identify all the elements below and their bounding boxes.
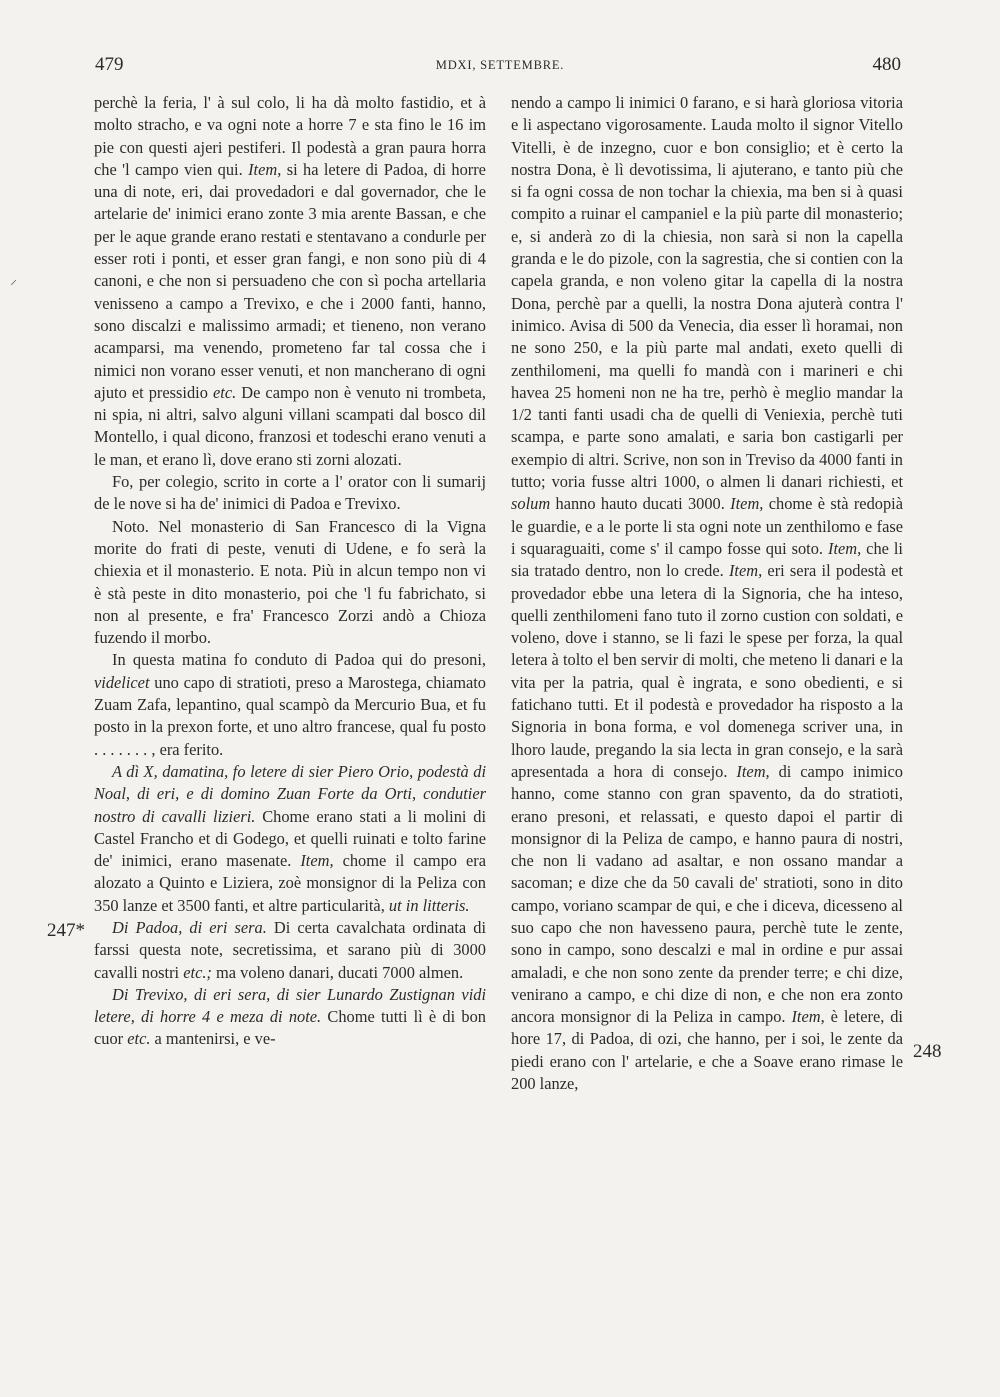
text-run-italic: etc. bbox=[212, 382, 237, 402]
text-run: tanti fanti usadi cha de quelli di Veniexia, perchè tuti scampa, e parte sono amalati, e saria bon castigarli per exempio di altri. Scrive, non son in Treviso da 4000 fanti in tutto; voria fusse altri 1000, o almen li danari richiesti, et bbox=[511, 405, 903, 492]
text-run: di campo inimico hanno, come stanno con gran spavento, da do stratioti, erano presoni, et relassati, e questo dapoi el partir di monsignor di la Peliza de campo, e hanno paura di nostri, che non li vadano ad asaltar, e non ossano mandar a sacoman; e dize che da 50 cavali de' stratioti, sono in dito campo, voriano scampar de qui, e che i diceva, dicesseno al suo capo che non havesseno paura, perchè tute le zente, sono in campo, sono descalzi e mal in ordine e pur assai amaladi, e che non sono zente da prender terre; e chi dize, venirano a campo, e chi dize di non, e che non era zonto ancora monsignor di la Peliza in campo. bbox=[511, 761, 903, 1027]
text-run: chome è stà redopià le guardie, e a le porte li sta ogni note un zenthilomo e fase i squaraguaiti, come s' il campo fosse qui soto. bbox=[511, 494, 903, 558]
paragraph bbox=[94, 984, 486, 1051]
text-run: hanno hauto ducati 3000. bbox=[555, 494, 725, 514]
paragraph bbox=[94, 92, 486, 471]
text-run: è letere, di hore 17, di Padoa, di ozi, che hanno, per i soi, le zente da piedi erano con l' artelarie, e che a Soave erano rimase le 200 lanze, bbox=[511, 1007, 903, 1094]
fraction: 1/2 bbox=[511, 405, 532, 425]
text-run-italic: Item, bbox=[728, 561, 763, 581]
text-run: perchè la feria, l' à sul colo, li ha dà molto fastidio, et à molto stracho, e va ogni note a horre 7 e sta fino le 16 im pie con questi ajeri pestiferi. Il podestà a gran paura horra che 'l campo vien qui. bbox=[94, 93, 486, 179]
text-run-italic: solum bbox=[511, 494, 551, 514]
page-number-right: 480 bbox=[872, 54, 901, 75]
paragraph bbox=[511, 92, 903, 1095]
text-run: a mantenirsi, e ve- bbox=[154, 1029, 276, 1049]
text-run: Chome tutti lì è di bon cuor bbox=[94, 1007, 486, 1049]
running-title: MDXI, SETTEMBRE. bbox=[435, 58, 565, 72]
page-header bbox=[0, 50, 1000, 80]
text-run-italic: etc.; bbox=[183, 962, 212, 982]
text-run-italic: videlicet bbox=[94, 672, 150, 692]
text-run-italic: Item, bbox=[827, 538, 862, 558]
text-run: si ha letere di Padoa, di horre una di note, eri, dai provedadori e dal governador, che le artelarie de' inimici erano zonte 3 mia arente Bassan, e che per le aque grande erano restati e stentavano a condurle per esser roti i ponti, et esser gran fangi, e non sono più di 4 canoni, e che non si persuadeno che con sì pocha artellaria venisseno a campo a Trevixo, e che i 2000 fanti, hanno, sono discalzi e malissimo armadi; et tieneno, non verano acamparsi, ma venendo, prometeno far tal cossa che i nimici non vorano esser venuti, et non mancherano di ogni ajuto et pressidio bbox=[94, 159, 486, 402]
paragraph: Fo, per colegio, scrito in corte a l' orator con li sumarij de le nove si ha de' inimici di Padoa e Trevixo. bbox=[94, 472, 486, 514]
text-run: nendo a campo li inimici 0 farano, e si harà gloriosa vitoria e li aspectano vigorosamente. Lauda molto il signor Vitello Vitelli, è de inzegno, cuor e bon consiglio; et è certo la nostra Dona, è lì devotissima, li ajuterano, e tanto più che si fa ogni cossa de non tochar la chiexia, ma ben si à quasi compito a ruinar el campaniel e la più parte dil monasterio; e, si anderà zo di la chiesia, non sarà si non la capella granda e le do pizole, con la sagrestia, che si contien con la capela granda, e non voleno gitar la capella di la nostra Dona, perchè par a quelli, la nostra Dona ajuterà contra l' inimico. Avisa di 500 da Venecia, dia esser lì horamai, non ne sono 250, e la più parte mal andati, exeto quelli di zenthilomeni, ma quelli fo mandà con i marineri e chi havea 25 homeni non ne ha tre, perhò è meglio mandar la bbox=[511, 93, 903, 402]
text-run-italic: etc. bbox=[127, 1029, 151, 1049]
text-run: Chome erano stati a li molini di Castel Francho et di Godego, et quelli ruinati e tolto farine de' inimici, erano masenate. bbox=[94, 806, 486, 871]
left-column bbox=[94, 92, 486, 1051]
text-run: De campo non è venuto ni trombeta, ni spia, ni altri, salvo alguni villani scampati dal bosco dil Montello, i qual dicono, franzosi et todeschi erano venuti a le man, et erano lì, dove erano sti zorni alozati. bbox=[94, 382, 486, 469]
text-run-italic: Di Trevixo, di eri sera, di sier Lunardo Zustignan vidi letere, di horre 4 e meza di note. bbox=[94, 984, 486, 1027]
scan-speck-icon: ⸝ bbox=[10, 272, 17, 288]
text-run: che li sia tratado dentro, non lo crede. bbox=[511, 538, 903, 581]
text-run-italic: Di Padoa, di eri sera. bbox=[112, 917, 267, 937]
paragraph bbox=[94, 917, 486, 984]
text-run-italic: Item, bbox=[736, 761, 770, 781]
margin-number-right: 248 bbox=[913, 1041, 942, 1062]
paragraph bbox=[94, 761, 486, 917]
paragraph: Noto. Nel monasterio di San Francesco di la Vigna morite do frati di peste, venuti di Udene, e fo serà la chiexia et il monasterio. E nota. Più in alcun tempo non vi è stà peste in dito monasterio, poi che 'l fu fabrichato, si non al presente, e fra' Francesco Zorzi andò a Chioza fuzendo il morbo. bbox=[94, 516, 486, 648]
right-column bbox=[511, 92, 903, 1095]
page-number-left: 479 bbox=[95, 54, 124, 75]
text-run-italic: Item, bbox=[300, 851, 334, 871]
text-run: Di certa cavalchata ordinata di farssi questa note, secretissima, et sarano più di 3000 cavalli nostri bbox=[94, 917, 486, 982]
text-run: In questa matina fo conduto di Padoa qui do presoni, bbox=[112, 650, 486, 670]
column-gutter bbox=[497, 94, 498, 1294]
text-run-italic: ut in litteris. bbox=[388, 895, 470, 915]
paragraph bbox=[94, 649, 486, 760]
text-run: eri sera il podestà et provedador ebbe una letera di la Signoria, che ha inteso, quelli zenthilomeni fano tuto il zorno custion con soldati, e voleno, dove i stanno, se li fazi le spese per forza, la qual letera à tolto el ben servir di molti, che meteno li danari e la vita per la patria, qual è ingrata, e sono obedienti, e si fatichano tutti. Et il podestà e provedador ha risposto a la Signoria in bona forma, e vol domenega scriver una, in lhoro laude, pregando la sia lecta in gran consejo, e la sarà apresentada a hora di consejo. bbox=[511, 561, 903, 781]
text-run-italic: Item, bbox=[248, 159, 282, 179]
text-run-italic: A dì X, damatina, fo letere di sier Piero Orio, podestà di Noal, di eri, e di domino Zuan Forte da Orti, condutier nostro di cavalli lizieri. bbox=[94, 761, 486, 826]
text-run-italic: Item, bbox=[730, 494, 764, 514]
text-run-italic: Item, bbox=[791, 1007, 825, 1027]
text-run: uno capo di stratioti, preso a Marostega, chiamato Zuam Zafa, lepantino, qual scampò da Mercurio Bua, et fu posto in la prexon forte, et uno altro francese, qual fu posto . . . . . . . , era ferito. bbox=[94, 672, 486, 759]
text-run: ma voleno danari, ducati 7000 almen. bbox=[216, 962, 464, 982]
text-run: chome il campo era alozato a Quinto e Liziera, zoè monsignor di la Peliza con 350 lanze et 3500 fanti, et altre particularità, bbox=[94, 851, 486, 915]
margin-number-left: 247* bbox=[47, 920, 85, 941]
